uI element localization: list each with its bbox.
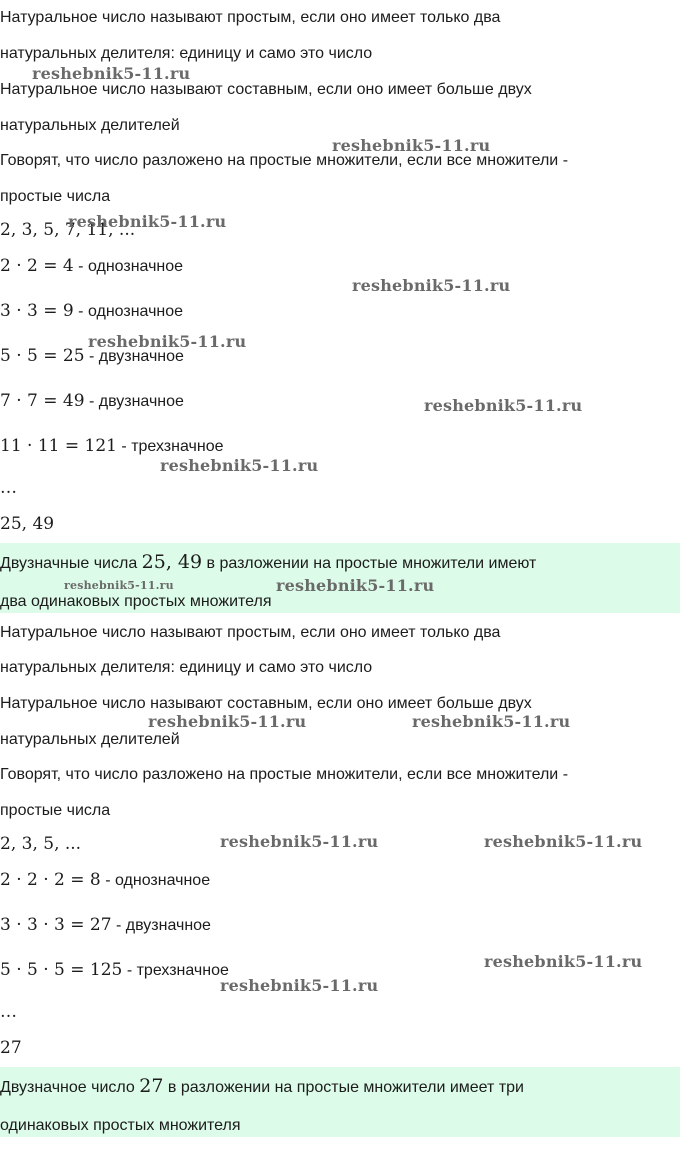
definition-factorization-line-2: простые числа xyxy=(0,188,111,205)
watermark: reshebnik5-11.ru xyxy=(160,456,319,475)
digit-count-label: - однозначное xyxy=(73,258,184,275)
watermark: reshebnik5-11.ru xyxy=(332,136,491,155)
digit-count-label: - трехзначное xyxy=(122,962,229,979)
product-row xyxy=(0,436,223,457)
digit-count-label: - трехзначное xyxy=(116,438,224,455)
primes-list: 2, 3, 5, 7, 11, ... xyxy=(0,220,136,240)
definition-factorization-line-1: Говорят, что число разложено на простые множители, если все множители - xyxy=(0,152,569,169)
digit-count-label: - однозначное xyxy=(100,872,211,889)
primes-list: 2, 3, 5, ... xyxy=(0,834,82,854)
product-row xyxy=(0,870,210,891)
watermark: reshebnik5-11.ru xyxy=(32,64,191,83)
definition-composite-line-2: натуральных делителей xyxy=(0,731,180,748)
product-row xyxy=(0,391,184,412)
result-numbers: 25, 49 xyxy=(0,514,55,534)
definition-composite-line-1: Натуральное число называют составным, если оно имеет больше двух xyxy=(0,81,532,98)
answer-line-2: два одинаковых простых множителя xyxy=(0,593,272,610)
digit-count-label: - двузначное xyxy=(84,348,184,365)
watermark: reshebnik5-11.ru xyxy=(484,952,643,971)
result-numbers: 27 xyxy=(0,1038,22,1058)
watermark: reshebnik5-11.ru xyxy=(148,712,307,731)
definition-factorization-line-1: Говорят, что число разложено на простые множители, если все множители - xyxy=(0,766,569,783)
product-expression: 2 · 2 · 2 = 8 xyxy=(0,870,101,890)
watermark: reshebnik5-11.ru xyxy=(412,712,571,731)
product-expression: 2 · 2 = 4 xyxy=(0,256,74,276)
watermark: reshebnik5-11.ru xyxy=(68,212,227,231)
digit-count-label: - однозначное xyxy=(73,303,184,320)
product-row xyxy=(0,301,183,322)
digit-count-label: - двузначное xyxy=(84,393,184,410)
product-expression: 5 · 5 = 25 xyxy=(0,346,85,366)
definition-factorization-line-2: простые числа xyxy=(0,802,111,819)
product-expression: 3 · 3 · 3 = 27 xyxy=(0,915,112,935)
product-expression: 7 · 7 = 49 xyxy=(0,391,85,411)
product-expression: 5 · 5 · 5 = 125 xyxy=(0,960,123,980)
watermark: reshebnik5-11.ru xyxy=(424,396,583,415)
answer-line-1: Двузначное число 27 в разложении на простые множители имеет три xyxy=(0,1075,524,1097)
watermark: reshebnik5-11.ru xyxy=(88,332,247,351)
product-row xyxy=(0,960,229,981)
watermark: reshebnik5-11.ru xyxy=(64,579,174,592)
definition-composite-line-1: Натуральное число называют составным, если оно имеет больше двух xyxy=(0,695,532,712)
watermark: reshebnik5-11.ru xyxy=(484,832,643,851)
definition-prime-line-1: Натуральное число называют простым, если оно имеет только два xyxy=(0,624,501,641)
watermark: reshebnik5-11.ru xyxy=(220,832,379,851)
watermark: reshebnik5-11.ru xyxy=(220,976,379,995)
watermark: reshebnik5-11.ru xyxy=(352,276,511,295)
definition-prime-line-2: натуральных делителя: единицу и само это число xyxy=(0,45,373,62)
ellipsis: … xyxy=(0,1002,17,1022)
definition-composite-line-2: натуральных делителей xyxy=(0,117,180,134)
product-expression: 3 · 3 = 9 xyxy=(0,301,74,321)
answer-line-2: одинаковых простых множителя xyxy=(0,1117,241,1134)
product-row xyxy=(0,915,211,936)
answer-line-1: Двузначные числа 25, 49 в разложении на простые множители имеют xyxy=(0,551,537,573)
watermark: reshebnik5-11.ru xyxy=(276,576,435,595)
definition-prime-line-1: Натуральное число называют простым, если оно имеет только два xyxy=(0,9,501,26)
ellipsis: … xyxy=(0,478,17,498)
product-expression: 11 · 11 = 121 xyxy=(0,436,117,456)
product-row xyxy=(0,256,183,277)
definition-prime-line-2: натуральных делителя: единицу и само это число xyxy=(0,659,373,676)
digit-count-label: - двузначное xyxy=(111,917,211,934)
